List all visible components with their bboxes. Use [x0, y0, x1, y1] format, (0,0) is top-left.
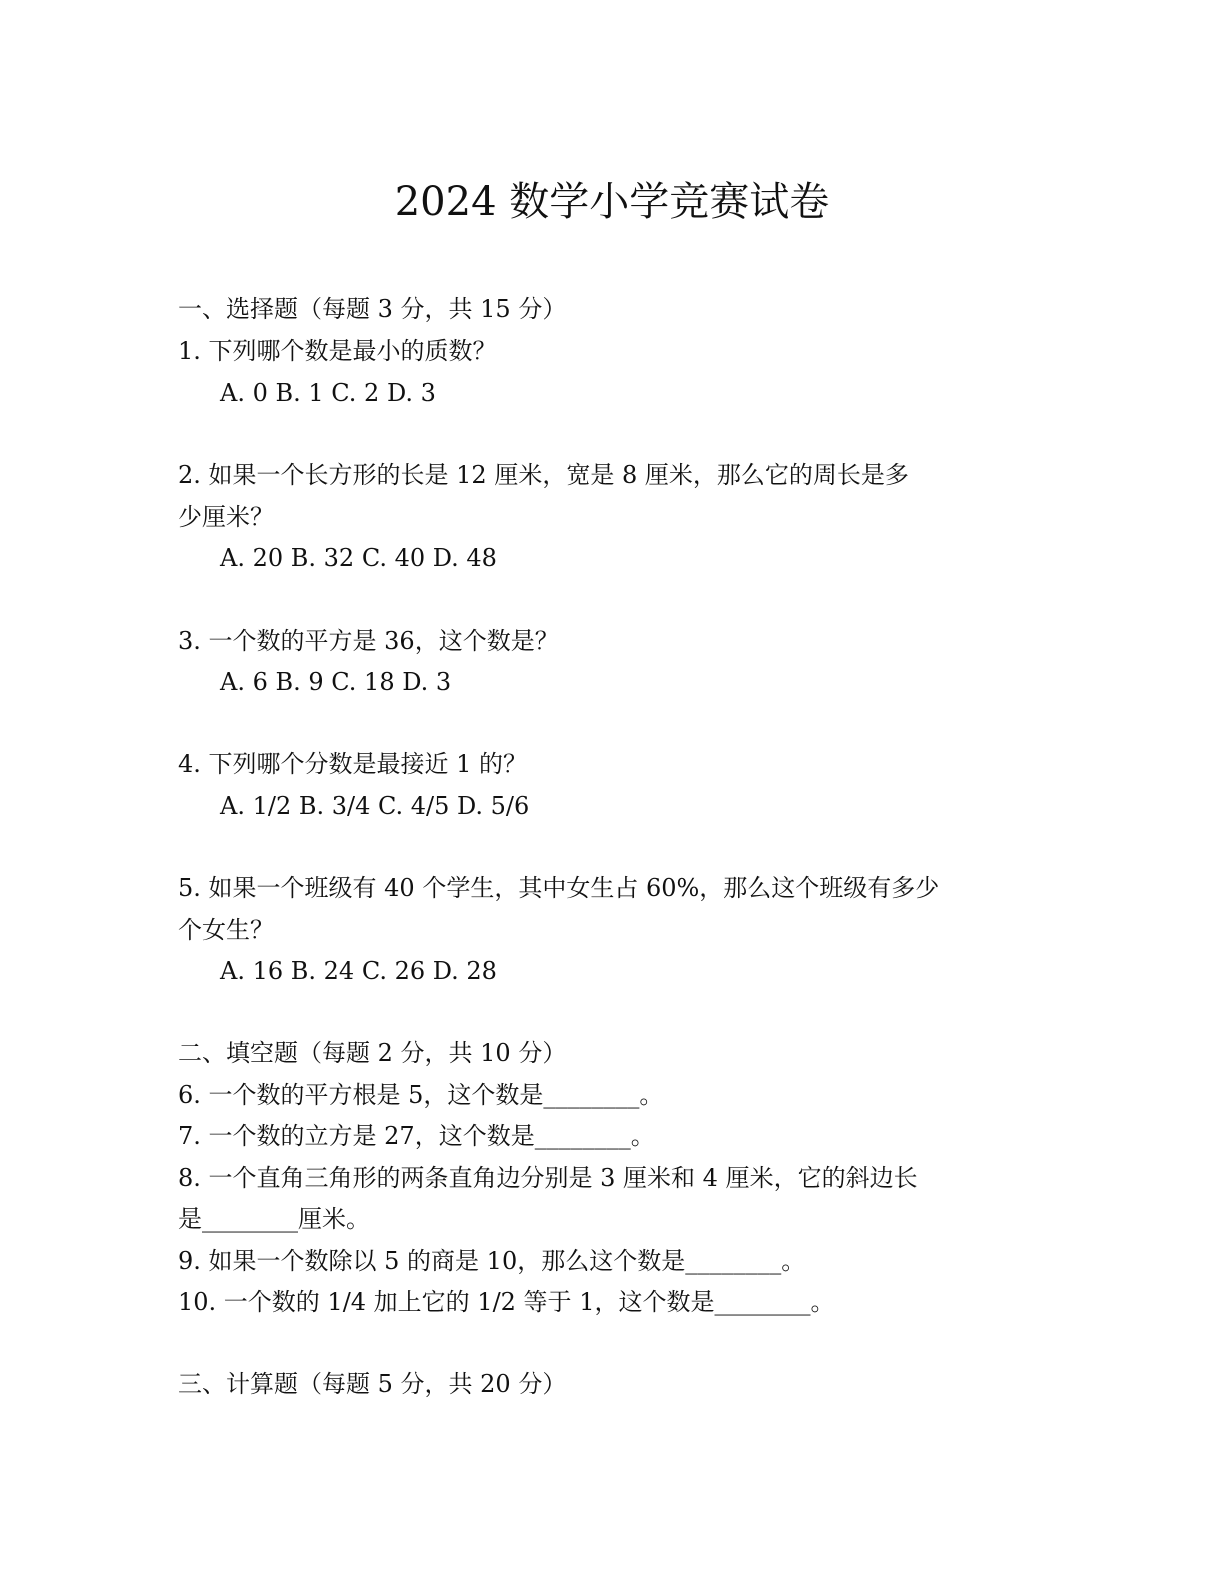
page-title: 2024 数学小学竞赛试卷 — [394, 179, 830, 225]
question-2-options: A. 20 B. 32 C. 40 D. 48 — [220, 544, 497, 572]
question-5-options: A. 16 B. 24 C. 26 D. 28 — [220, 957, 497, 985]
question-4-text: 4. 下列哪个分数是最接近 1 的？ — [178, 750, 528, 778]
section-calc-heading: 三、计算题（每题 5 分，共 20 分） — [178, 1370, 567, 1398]
question-2-text-cont: 少厘米？ — [178, 503, 274, 531]
question-2-text: 2. 如果一个长方形的长是 12 厘米，宽是 8 厘米，那么它的周长是多 — [178, 461, 909, 489]
question-1-text: 1. 下列哪个数是最小的质数？ — [178, 337, 497, 365]
question-6-text: 6. 一个数的平方根是 5，这个数是________。 — [178, 1081, 664, 1109]
question-5-text-cont: 个女生？ — [178, 916, 274, 944]
question-4-options: A. 1/2 B. 3/4 C. 4/5 D. 5/6 — [220, 792, 530, 820]
question-1-options: A. 0 B. 1 C. 2 D. 3 — [220, 379, 436, 407]
question-10-text: 10. 一个数的 1/4 加上它的 1/2 等于 1，这个数是________。 — [178, 1288, 835, 1316]
question-3-options: A. 6 B. 9 C. 18 D. 3 — [220, 668, 452, 696]
question-8-text: 8. 一个直角三角形的两条直角边分别是 3 厘米和 4 厘米，它的斜边长 — [178, 1164, 918, 1192]
section-choice-heading: 一、选择题（每题 3 分，共 15 分） — [178, 295, 567, 323]
question-3-text: 3. 一个数的平方是 36，这个数是？ — [178, 627, 559, 655]
question-8-text-cont: 是________厘米。 — [178, 1205, 370, 1233]
question-7-text: 7. 一个数的立方是 27，这个数是________。 — [178, 1122, 655, 1150]
section-fill-heading: 二、填空题（每题 2 分，共 10 分） — [178, 1039, 567, 1067]
question-5-text: 5. 如果一个班级有 40 个学生，其中女生占 60%，那么这个班级有多少 — [178, 874, 940, 902]
question-9-text: 9. 如果一个数除以 5 的商是 10，那么这个数是________。 — [178, 1247, 806, 1275]
